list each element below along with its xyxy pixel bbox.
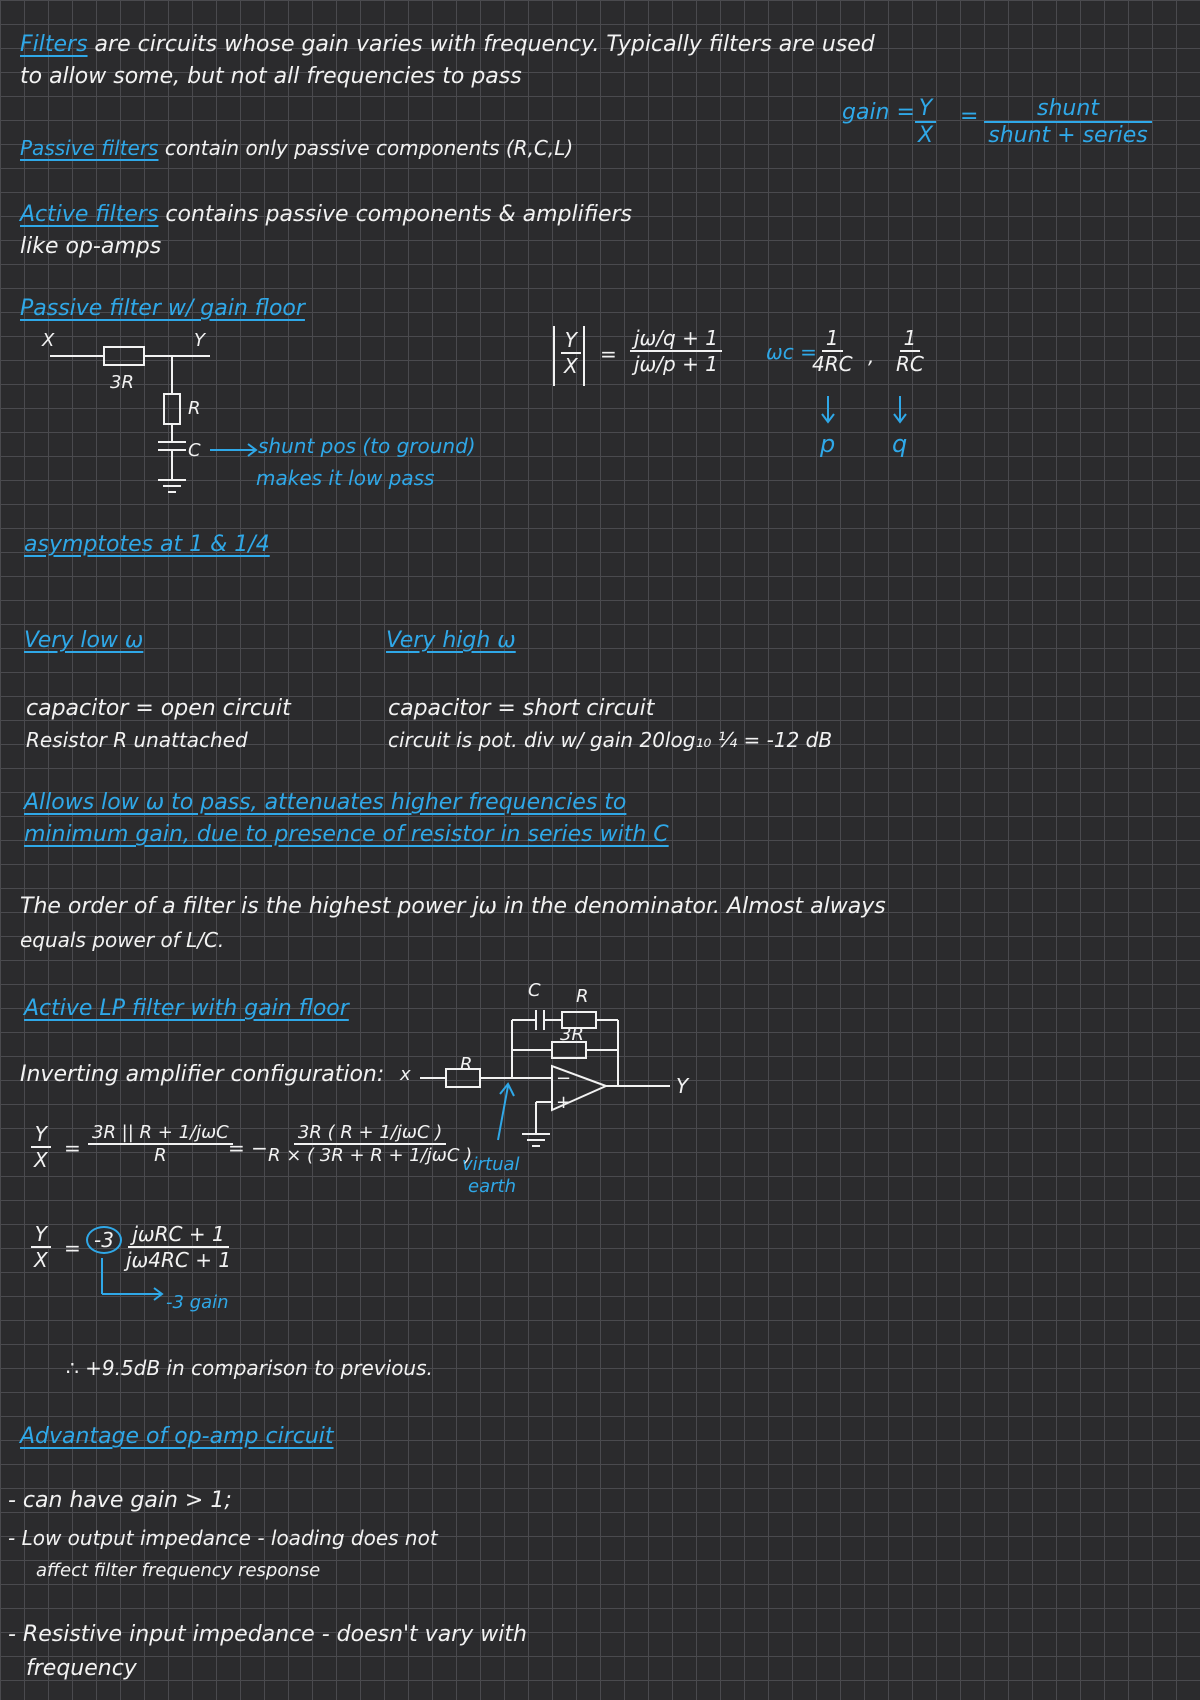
active-circuit-3r: 3R xyxy=(560,1024,584,1045)
passive-circuit-r: R xyxy=(188,398,201,419)
eq2-lhs xyxy=(30,1222,52,1272)
eq1-num2: 3R ( R + 1/jωC ) xyxy=(294,1122,446,1145)
eq1-num: 3R || R + 1/jωC xyxy=(88,1122,233,1145)
gain-lhs-fraction xyxy=(914,96,937,148)
order-note-1: The order of a filter is the highest power jω in the denominator. Almost always xyxy=(20,894,886,919)
active-circuit-x: x xyxy=(400,1064,411,1085)
active-circuit-r: R xyxy=(460,1054,473,1075)
passive-heading: Passive filter w/ gain floor xyxy=(20,296,305,321)
intro-line-1 xyxy=(20,32,875,57)
passive-def xyxy=(20,136,573,160)
inverting-label: Inverting amplifier configuration: xyxy=(20,1062,385,1087)
allows-note-1: Allows low ω to pass, attenuates higher frequencies to xyxy=(24,790,627,815)
passive-circuit-c: C xyxy=(188,440,201,461)
eq1-den2: R × ( 3R + R + 1/jωC ) xyxy=(268,1145,473,1166)
active-heading: Active LP filter with gain floor xyxy=(24,996,349,1021)
high-w-heading: Very high ω xyxy=(386,628,516,653)
gain-lhs-num: Y xyxy=(915,96,936,123)
wc-f2-num: 1 xyxy=(900,326,921,352)
eq1-rhs-2 xyxy=(264,1122,476,1166)
gain-label: gain = xyxy=(842,100,915,125)
order-note-2: equals power of L/C. xyxy=(20,928,225,952)
eq1-den: R xyxy=(154,1145,167,1166)
transfer-den: jω/p + 1 xyxy=(634,352,718,376)
shunt-note-1: shunt pos (to ground) xyxy=(258,434,476,458)
eq1-lhs-num: Y xyxy=(31,1122,51,1148)
advantage-item: affect filter frequency response xyxy=(36,1560,321,1581)
virtual-earth-1: virtual xyxy=(462,1154,520,1175)
gain-eq: = xyxy=(960,104,979,129)
transfer-eq: = xyxy=(600,342,617,366)
low-w-heading: Very low ω xyxy=(24,628,144,653)
active-circuit-r2: R xyxy=(576,986,589,1007)
eq2-den: jω4RC + 1 xyxy=(126,1248,232,1272)
intro-text: are circuits whose gain varies with frequency. Typically filters are used xyxy=(87,32,875,57)
eq1-eq: = xyxy=(64,1136,81,1160)
shunt-note-2: makes it low pass xyxy=(256,466,435,490)
eq1-rhs xyxy=(88,1122,233,1166)
transfer-lhs-x: X xyxy=(564,354,578,378)
active-def-line-2: like op-amps xyxy=(20,234,162,259)
advantages-heading: Advantage of op-amp circuit xyxy=(20,1424,334,1449)
active-circuit-minus: − xyxy=(556,1068,572,1089)
eq2-eq: = xyxy=(64,1236,81,1260)
intro-term: Filters xyxy=(20,32,88,57)
advantage-item: - Low output impedance - loading does not xyxy=(8,1526,438,1550)
active-circuit-y: Y xyxy=(676,1074,689,1098)
wc-comma: , xyxy=(868,344,875,368)
conclusion: ∴ +9.5dB in comparison to previous. xyxy=(66,1356,433,1380)
advantage-item: - Resistive input impedance - doesn't vary with xyxy=(8,1622,527,1647)
gain-note: -3 gain xyxy=(166,1292,229,1313)
gain-rhs-fraction xyxy=(980,96,1156,148)
eq1-eq2: = − xyxy=(228,1136,268,1160)
passive-circuit-diagram xyxy=(40,330,240,510)
gain-rhs-num: shunt xyxy=(984,96,1152,123)
advantage-item: - can have gain > 1; xyxy=(8,1488,232,1513)
eq1-lhs xyxy=(30,1122,52,1172)
active-circuit-c: C xyxy=(528,980,541,1001)
active-term: Active filters xyxy=(20,202,159,227)
shunt-arrow xyxy=(206,440,266,460)
active-def-text: contains passive components & amplifiers xyxy=(158,202,632,227)
passive-circuit-x: X xyxy=(42,330,55,351)
low-w-line-1: capacitor = open circuit xyxy=(26,696,291,721)
gain-rhs-den: shunt + series xyxy=(988,123,1148,148)
wc-f1-num: 1 xyxy=(822,326,843,352)
low-w-line-2: Resistor R unattached xyxy=(26,728,248,752)
wc-arrows xyxy=(818,394,958,434)
eq1-lhs-den: X xyxy=(34,1148,48,1172)
transfer-lhs-y: Y xyxy=(561,328,581,354)
high-w-line-1: capacitor = short circuit xyxy=(388,696,655,721)
high-w-line-2: circuit is pot. div w/ gain 20log₁₀ ¼ = -12 dB xyxy=(388,728,833,752)
eq2-lhs-num: Y xyxy=(31,1222,51,1248)
virtual-earth-2: earth xyxy=(468,1176,516,1197)
wc-frac-2 xyxy=(892,326,928,376)
intro-line-2: to allow some, but not all frequencies to pass xyxy=(20,64,522,89)
active-circuit-plus: + xyxy=(556,1092,572,1113)
passive-term: Passive filters xyxy=(20,136,159,160)
advantage-item: frequency xyxy=(26,1656,137,1681)
wc-label: ωc = xyxy=(766,340,817,364)
wc-f2-den: RC xyxy=(896,352,924,376)
passive-circuit-y: Y xyxy=(194,330,205,351)
eq2-lhs-den: X xyxy=(34,1248,48,1272)
transfer-lhs xyxy=(560,328,582,378)
wc-q: q xyxy=(892,430,908,458)
eq2-num: jωRC + 1 xyxy=(128,1222,228,1248)
transfer-num: jω/q + 1 xyxy=(630,326,722,352)
eq2-coef: -3 xyxy=(86,1226,122,1254)
passive-circuit-3r: 3R xyxy=(110,372,134,393)
wc-frac-1 xyxy=(808,326,857,376)
passive-def-text: contain only passive components (R,C,L) xyxy=(158,136,574,160)
active-def xyxy=(20,202,632,227)
allows-note-2: minimum gain, due to presence of resistor in series with C xyxy=(24,822,669,847)
wc-f1-den: 4RC xyxy=(812,352,853,376)
asymptotes-note: asymptotes at 1 & 1/4 xyxy=(24,532,270,557)
gain-lhs-den: X xyxy=(918,123,934,148)
wc-p: p xyxy=(820,430,836,458)
transfer-rhs xyxy=(630,326,722,376)
